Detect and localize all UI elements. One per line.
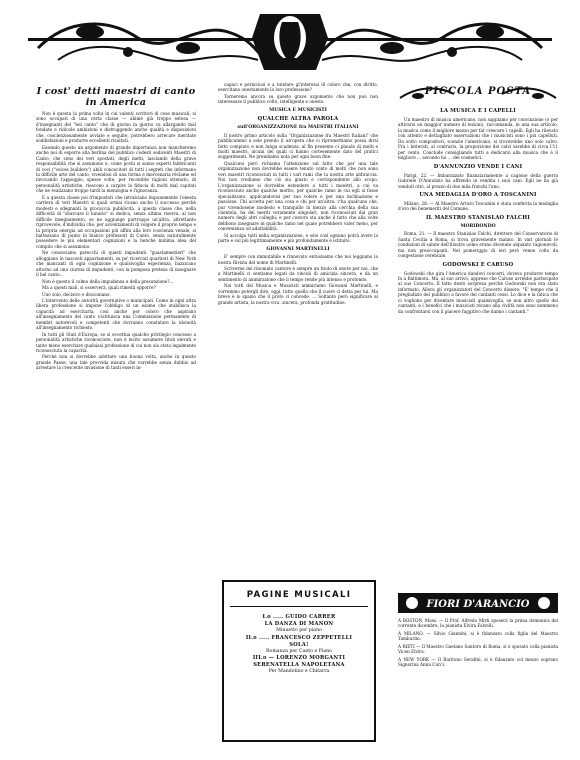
paragraph: Qualcuno però richiama l'attenzione sul fatto che per una tale organizzazione non dovrebbe essere tenuto conto di molti che non sono veri maestri riconosciuti in tutti i vari rami che la nostra arte abbraccia. Noi non crediamo che ciò sia giusto e corrispondente allo scopo. L'organizzazione si dovrebbe estendere a tutti i maestri, a cui va riconosciuto anche qualche merito, per qualche ramo in cui egli si fosse specializzato, applicandovisi per suo volere e per una inclinazione e passione. Chi accetta per una cosa e chi per un'altra: v'ha qualcuno che, pur vivendosene modesto e tranquillo in mezzo alla cerchia della sua clientela, ha dei meriti veramente singolari, non riconosciuti dal gran numero degli altri colleghi; e per costoro sta anche il fatto che alla volte debbono insegnare in qualche ramo nel quale potrebbero valer meno, per convenienza od adattabilità.: [218, 160, 378, 232]
paragraph: Noi tutti del Musica e Musicisti ammiriamo Giovanni Martinelli, e vorremmo potergli dire, oggi, tutto quello che il cuore ci detta per lui. Ma breve è lo spazio che il proto ci concede. ... Soltanto però significare al grande artista, la nostra viva, sincera, profonda gratitudine.: [218, 283, 378, 305]
section-heading: GIOVANNI MARTINELLI: [266, 246, 330, 252]
paragraph: Un maestro di musica americano, non sappiamo per convinzione (o per attirarsi un maggior numero di lezioni), raccomanda, in una sua articolo, la musica come il migliore mezzo per far crescere i capelli. Egli ha rilevato con attento e dettagliato osservazioni che i musicisti sono i più capelluti. Da sotto compositori, scenzie l'americano, si troverebbe uno solo calvo. Fra i letterati, al contrario, la proporzione dei calvi sarebbe di circa l'11 per cento. Conclude consigliando tutti a dedicarsi alla musica che è il migliore ... secondo lui ... dei cosmetici.: [398, 117, 558, 161]
section-heading: UNA MEDAGLIA D'ORO A TOSCANINI: [419, 191, 537, 198]
sheet-music-box: [222, 580, 376, 742]
signature: MUSICA E MUSICISTI: [269, 107, 327, 113]
box-lines: [230, 614, 368, 676]
paragraph: Perchè non si dovrebbe adottare una buona volta, anche in questo grande Paese, una tale provvida misura che varrebbe senza dubbio ad arrestare la crescente invasione di tanti esseri in-: [36, 354, 196, 371]
box-line: SOLA!: [289, 641, 309, 648]
paragraph: Uno solo, decisivo e draconiano.: [42, 291, 111, 297]
paragraph: E' sempre con immutabile e rinnovato entusiasmo che noi leggiamo la nostra Rivista del nome di Martinelli.: [218, 254, 378, 265]
paragraph: Ma a questi mali, si osserverà, quali rimedii opporre?: [42, 285, 156, 291]
fiori-banner: [398, 591, 558, 615]
box-line: LA DANZA DI MANON: [264, 620, 334, 627]
box-line: II.o ..... FRANCESCO ZEPPETELLI: [245, 634, 353, 641]
section-heading: GODOWSKI E CARUSO: [442, 261, 514, 268]
banner-label: PICCOLA POSTA: [424, 86, 532, 97]
section-heading: D'ANNUNZIO VENDE I CANI: [433, 163, 523, 170]
list-item: A NEW YORK — Il Baritono Serafini, si è fidanzato col mezzo soprano Signorina Anna Curci.: [398, 656, 558, 668]
column-3: [398, 82, 558, 315]
list-item: A MILANO. — Silvio Giannini, si è fidanzato colla figlia del Maestro Tamburini.: [398, 630, 558, 642]
paragraph: Essendo questo un argomento di grande importanza non mancheremo anche noi di esporre alla berlina del pubblico codesti sedicenti Maestri di Canto, che sono dei veri spostati, degli inetti, lasciando della grave responsabilità che si assumono e, come pochi si sanno esperti fabbricanti di voci ("voices builders") abili conoscitori di tutti i segreti che informano la difficile arte del canto, vivendosi di una forma e mercenaria réclame ed invocando l'appoggio, spesse volte, per recondite ragioni ottenuto, di personalità artistiche, riescono a carpire la fiducia di molti mal capitati che ne realizzano troppo tardi la menzogna e l'ignoranza.: [36, 144, 196, 194]
paragraph: Torneremo ancora su questo grave argomento che non può non interessare il pubblico colto, intelligente e onesto.: [218, 93, 378, 105]
box-line: Per Mandolino e Chitarra: [268, 669, 330, 675]
box-line: I.o ..... GUIDO CARRER: [262, 614, 336, 620]
paragraph: Ne conosciamo parecchi di questi impudenti "guastamestieri" che alloggiano in nascosti appartamenti, su pe' ricercati quartieri di New York che mancanti di ogni cognizione e qualsivoglia esperienza, bazzicano attorno ad una ciurma di impudenti, con la pomposa pretesa di insegnare il bel canto...: [36, 250, 196, 278]
column-1: [36, 82, 196, 372]
paragraph: Il nostro primo articolo sulla "Organizzazione fra Maestri Italiani" che pubblicammo a sole prendo il un'opera che ci ripromettiamo possa dirsi fatto compiuto e non lunga scadenza, al fin presente ci plaudo di molti e molti maestri, alcuni dei quali ci hanno cortesemente dato del pratici suggerimenti. Ne prendiamo nota per ogni buon fine.: [218, 132, 378, 160]
section-subheading: sull'ORGANIZZAZIONE fra MAESTRI ITALIANI: [237, 125, 359, 131]
article-title: I cost' detti maestri di canto in America: [36, 86, 196, 108]
paragraph: Scriverne dei rinomato cantore è sempre un titolo di onore per noi, che a Martinelli ci sentiamo legati da vincoli di amicizia sincera, e da un sentimento di ammirazione che il tempo rende più intenso e profondo.: [218, 266, 378, 282]
box-line: III.o — LORENZO MORGANTI: [252, 655, 346, 662]
section-heading: IL MAESTRO STANISLAO FALCHI: [425, 214, 530, 221]
paragraph: L'intervento delle autorità governative o municipali. Come in ogni altra libera professione si impone l'obbligo di un esame che stabilisca la capacità ad esercitarla, così anche per coloro che aspirano all'insegnamento del canto s'istituisca una Commissione permanente di membri autorevoli e competenti che dovranno constatare la idoneità all'insegnamento richiesto.: [36, 297, 196, 331]
paragraph: Si accolga tutti nella organizzazione, e solo così ognuno potrà avere la parte e sul più legittimamente e più profondamente è istituito.: [218, 232, 378, 244]
box-line: Minuetto per piano: [276, 627, 322, 633]
paragraph: In tutti gli Stati d'Europa, se si eccettua qualche privilegio concesso a personalità artistiche riconosciute, non è lecito assumere titoli elevati e tanto meno esercitare qualsiasi professione di cui non sia stata legalmente riconosciuta la capacità.: [36, 331, 196, 354]
paragraph: Milano, 28. — Al Maestro Arturo Toscanini è stata conferita la medaglia d'oro dei benemeriti del Comune.: [398, 200, 558, 212]
paragraph: Godowski che gira l'America dandovi concerti, doveva produrre tempo fa a Baltimora. Ma, al suo arrivo, apprese che Caruso avrebbe partecipato al suo Concerto. Il fatto destò sorpresa perchè Godowski non era stato informato. Allora gli organizzatori del Concerto dissero: "E' tempo che il pregiudizio del pubblico a favore dei cantanti cessi. Lo dice e la fatica che ci vogliono per diventare musicisti qualsivoglia, se non altro quello dei cantanti, e i benefici che i musicisti recano alla civiltà non sono nemmeno da confrontarsi con il piacere fuggitivo che danno i cantanti.": [398, 270, 558, 314]
box-line: Romanza per Canto e Piano: [265, 648, 333, 654]
fiori-label: FIORI D'ARANCIO: [426, 599, 530, 610]
paragraph: Roma, 21. — Il maestro Stanislao Falchi, direttore del Conservatorio di Santa Cecilia a Roma, si trova gravemente malato. In vari giornali le condizioni di salute dell'illustre uomo erano divenute alquanto ragionevoli, ma non preoccupanti. Nel pomeriggio di ieri però venne colto da congestione cerebrale.: [398, 231, 558, 259]
divider: [230, 606, 368, 607]
list-item: A BOSTON, Mass. — Il Prof. Alfredo Mirti sposerà la prima domenica del corrente dicembre, la pianista Elvira Falvelli.: [398, 618, 558, 629]
box-line: SERENATELLA NAPOLETANA: [253, 662, 345, 669]
section-heading: LA MUSICA E I CAPELLI: [440, 108, 516, 114]
section-subheading: MORIBONDO: [460, 223, 496, 229]
fiori-ornament: [398, 591, 558, 615]
box-title: PAGINE MUSICALI: [246, 590, 352, 600]
paragraph: Non è questo il colmo della impudenza e della presunzione?...: [42, 278, 174, 284]
paragraph: Non è questa la prima volta in cui valenti scrittori di cose musicali, si sono occupati di una certa classe — ahimè già troppo estesa — d'insegnanti del "bel canto" che di giorno in giorno va allargando mal fondate e ridicole ambizioni e distruggendo anche qualità e disposizioni che, coscienziosamente avviate e seguite, potrebbero arrecare meritate soddisfazioni e produrre eccellenti risultati.: [36, 111, 196, 144]
paragraph: capaci e perniciosi e a tutelare gl'interessi di coloro che, con diritto, esercitano onestamente la loro professione?: [218, 82, 378, 93]
section-banner: [398, 84, 558, 104]
column-2: [218, 82, 378, 306]
section-heading: QUALCHE ALTRA PAROLA: [257, 116, 339, 123]
fiori-column: [398, 618, 558, 670]
ornamental-header: [28, 8, 552, 74]
paragraph: Parigi, 22. — Imbarazzato finanziariamente a cagione della guerra Gabriele D'Annunzio ha affrendo in vendita i suoi cani. Egli ne ha già venduti otto, al prezzo di due mila franchi l'uno.: [398, 172, 558, 189]
paragraph: E a questa classe poi d'impostori che intralciano impunemente l'onesta carriera di veri Maestri si quali ormai ricano anche il successo perchè modesti e sdegnanti la procaccia pubblicità, a questa classe che, nella difficoltà di "sbarcare il lunario" si dedica, senza ultima riserva, al non difficile insegnamento, se ne aggiunge purtroppo un'altra, altrettanto riprovevole, d'individui che, per avventamenti di volgere il proprio tempo e la propria energia ad occupazioni più affini alla loro coscienza venale, si battezzano di punto in bianco professori di Canto, senza naturalmente possedere le più elementari cognizioni e la benchè minima idea del compito che si assumono.: [36, 194, 196, 249]
list-item: A RIETI — Il Maestro Gaetano Santoro di Roma, si è sposato colla pianista Vicen Elvira.: [398, 643, 558, 655]
